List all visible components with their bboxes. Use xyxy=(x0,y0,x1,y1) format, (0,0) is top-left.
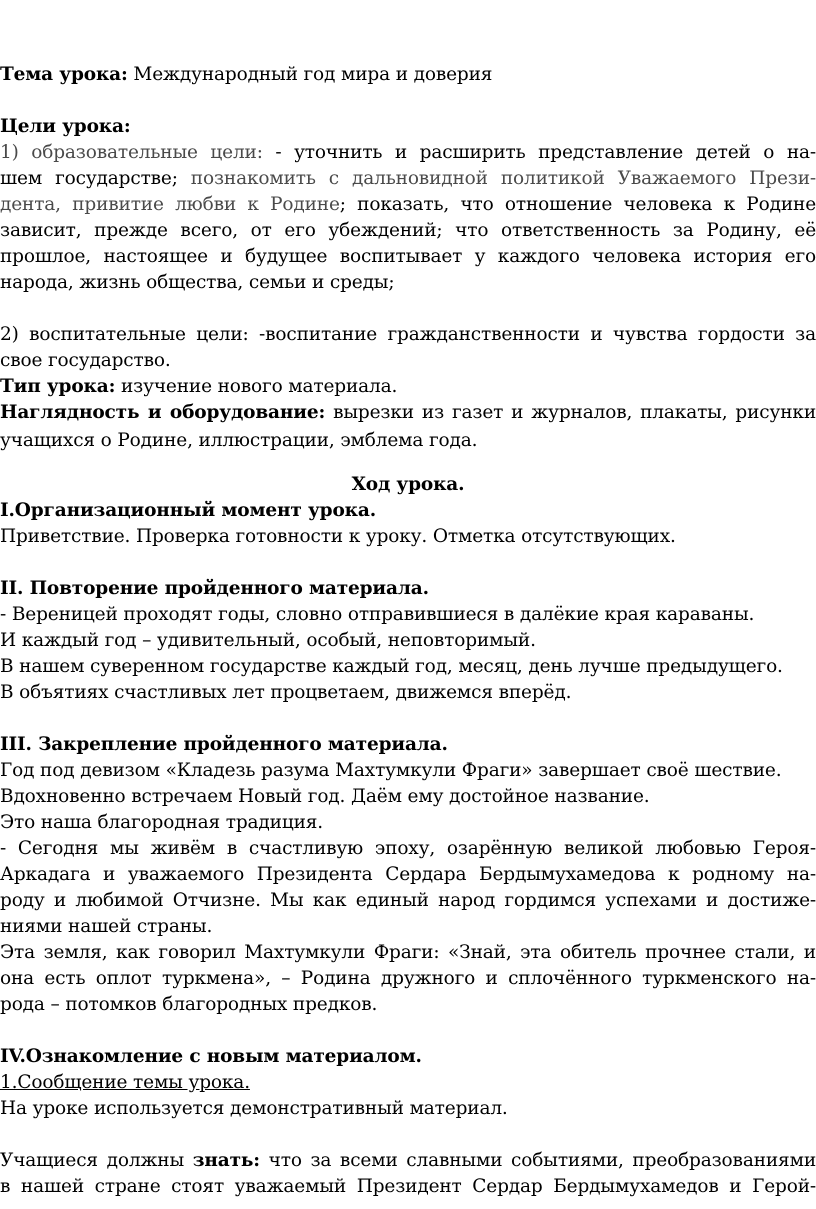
section-3-line: ниями нашей страны. xyxy=(0,916,213,937)
visual-label: Наглядность и оборудование: xyxy=(0,402,326,423)
type-label: Тип урока: xyxy=(0,376,116,397)
section-1-heading: I.Организационный момент урока. xyxy=(0,500,376,521)
goals-edu-line-2: шем государстве; познакомить с дальновидной политикой Уважаемого Прези- xyxy=(0,168,816,189)
section-2-line: - Вереницей проходят годы, словно отправившиеся в далёкие края караваны. xyxy=(0,604,755,625)
visual-line-1: Наглядность и оборудование: вырезки из газет и журналов, плакаты, рисунки xyxy=(0,402,816,423)
section-3-line: Аркадага и уважаемого Президента Сердара Бердымухамедова к родному на- xyxy=(0,864,816,885)
goals-vos-line-2: свое государство. xyxy=(0,350,171,371)
section-2-line: И каждый год – удивительный, особый, неповторимый. xyxy=(0,630,536,651)
section-4-know-line: Учащиеся должны знать: что за всеми славными событиями, преобразованиями xyxy=(0,1150,816,1171)
section-4-last-line: в нашей стране стоят уважаемый Президент Сердар Бердымухамедов и Герой- xyxy=(0,1176,816,1197)
section-4-text: На уроке используется демонстративный материал. xyxy=(0,1098,508,1119)
section-3-heading: III. Закрепление пройденного материала. xyxy=(0,734,448,755)
visual-line-2: учащихся о Родине, иллюстрации, эмблема года. xyxy=(0,430,478,451)
section-2-line: В объятиях счастливых лет процветаем, движемся вперёд. xyxy=(0,682,572,703)
course-heading: Ход урока. xyxy=(351,474,465,495)
section-4-heading: IV.Ознакомление с новым материалом. xyxy=(0,1046,422,1067)
topic-line xyxy=(0,62,816,88)
section-3-line: - Сегодня мы живём в счастливую эпоху, озарённую великой любовью Героя- xyxy=(0,838,816,859)
section-3-line: рода – потомков благородных предков. xyxy=(0,994,378,1015)
section-1-text: Приветствие. Проверка готовности к уроку. Отметка отсутствующих. xyxy=(0,526,676,547)
section-2-heading: II. Повторение пройденного материала. xyxy=(0,578,429,599)
section-3-line: Эта земля, как говорил Махтумкули Фраги: «Знай, эта обитель прочнее стали, и xyxy=(0,942,816,963)
topic-label: Тема урока: xyxy=(0,64,128,85)
section-3-line: Год под девизом «Кладезь разума Махтумкули Фраги» завершает своё шествие. xyxy=(0,760,782,781)
section-3-line: Вдохновенно встречаем Новый год. Даём ему достойное название. xyxy=(0,786,650,807)
section-3-line: Это наша благородная традиция. xyxy=(0,812,324,833)
section-3-line: она есть оплот туркмена», – Родина дружного и сплочённого туркменского на- xyxy=(0,968,816,989)
topic-value: Международный год мира и доверия xyxy=(127,64,493,85)
goals-edu-line-5: прошлое, настоящее и будущее воспитывает у каждого человека история его xyxy=(0,246,816,267)
type-line xyxy=(0,374,816,400)
goals-edu-line-6: народа, жизнь общества, семьи и среды; xyxy=(0,272,395,293)
goals-edu-line-1: 1) образовательные цели: - уточнить и расширить представление детей о на- xyxy=(0,142,816,163)
section-4-subheading: 1.Сообщение темы урока. xyxy=(0,1072,250,1093)
section-2-line: В нашем суверенном государстве каждый год, месяц, день лучше предыдущего. xyxy=(0,656,783,677)
goals-edu-line-3: дента, привитие любви к Родине; показать, что отношение человека к Родине xyxy=(0,194,816,215)
goals-edu-line-4: зависит, прежде всего, от его убеждений; что ответственность за Родину, её xyxy=(0,220,816,241)
know-label: знать: xyxy=(192,1150,260,1171)
goals-edu-label: 1) образовательные цели: xyxy=(0,142,263,163)
section-3-line: роду и любимой Отчизне. Мы как единый народ гордимся успехами и достиже- xyxy=(0,890,816,911)
goals-vos-line-1: 2) воспитательные цели: -воспитание гражданственности и чувства гордости за xyxy=(0,324,816,345)
type-value: изучение нового материала. xyxy=(115,376,398,397)
goals-heading: Цели урока: xyxy=(0,116,131,137)
